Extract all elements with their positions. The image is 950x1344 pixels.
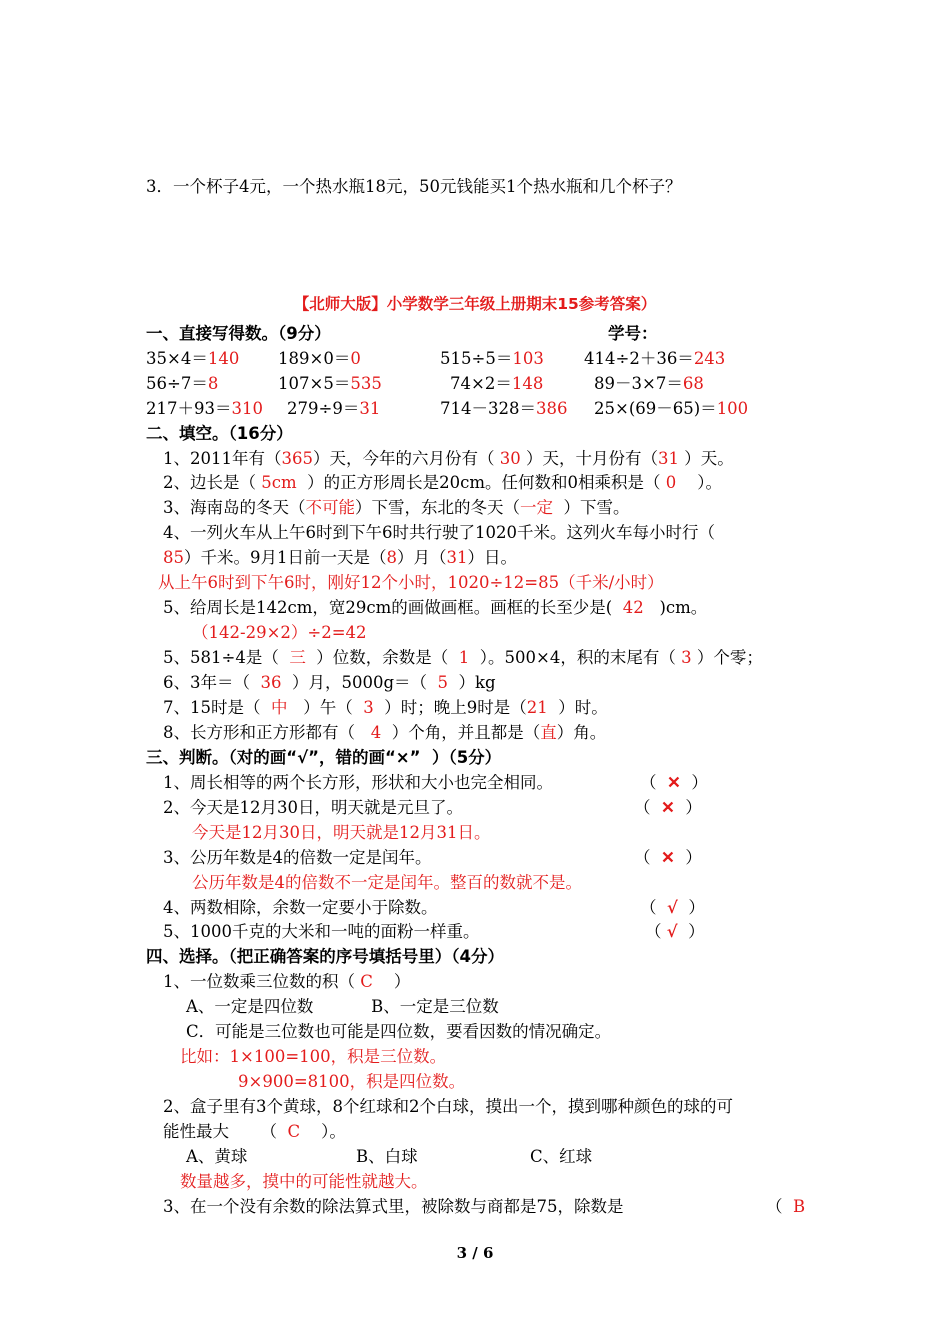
calc-cell: 515÷5＝103 [440,349,544,368]
fill-4-note: 从上午6时到下午6时，刚好12个小时，1020÷12=85（千米/小时） [158,573,664,592]
judge-1: 1、周长相等的两个长方形，形状和大小也完全相同。 [163,773,553,792]
xuehao-label: 学号： [608,324,658,343]
choice-1-options-ab: A、一定是四位数 B、一定是三位数 [186,997,499,1016]
judge-4-answer: （ √ ） [640,898,705,917]
choice-1-note-1: 比如：1×100=100，积是三位数。 [180,1047,447,1066]
calc-cell: 25×(69－65)＝100 [594,399,749,418]
choice-1: 1、一位数乘三位数的积（ C ） [163,972,411,991]
fill-4-cont: 85）千米。9月1日前一天是（8）月（31）日。 [163,548,517,567]
judge-2-answer: （ ✕ ） [634,798,702,817]
fill-5-note: （142-29×2）÷2=42 [192,623,367,642]
fill-6: 5、581÷4是（ 三 ）位数，余数是（ 1 ）。500×4，积的末尾有（ 3 ）个零； [163,648,763,667]
fill-4: 4、一列火车从上午6时到下午6时共行驶了1020千米。这列火车每小时行（ [163,523,715,542]
judge-4: 4、两数相除，余数一定要小于除数。 [163,898,438,917]
judge-2-note: 今天是12月30日，明天就是12月31日。 [192,823,491,842]
calc-row-1: 35×4＝140 [146,349,240,368]
cross-icon: ✕ [661,798,675,817]
check-icon: √ [667,898,678,917]
answer-title: 【北师大版】小学数学三年级上册期末15参考答案） [293,295,657,313]
section-3-heading: 三、判断。（对的画“√”，错的画“×” ）（5分） [146,748,502,767]
calc-cell: 714－328＝386 [440,399,568,418]
fill-3: 3、海南岛的冬天（不可能）下雪，东北的冬天（一定 ）下雪。 [163,498,630,517]
section-1-heading: 一、直接写得数。（9分） [146,324,331,343]
judge-3: 3、公历年数是4的倍数一定是闰年。 [163,848,432,867]
check-icon: √ [666,922,678,941]
section-2-heading: 二、填空。（16分） [146,424,293,443]
cross-icon: ✕ [661,848,675,867]
fill-9: 8、长方形和正方形都有（ 4 ）个角，并且都是（直）角。 [163,723,607,742]
choice-2-option-b: B、白球 [356,1147,418,1166]
calc-cell: 74×2＝148 [450,374,544,393]
judge-3-answer: （ ✕ ） [634,848,702,867]
judge-5-answer: （ √ ） [645,922,705,941]
choice-1-option-c: C．可能是三位数也可能是四位数，要看因数的情况确定。 [186,1022,612,1041]
calc-row-2: 56÷7＝8 [146,374,219,393]
section-4-heading: 四、选择。（把正确答案的序号填括号里）（4分） [146,947,504,966]
fill-2: 2、边长是（ 5cm ）的正方形周长是20cm。任何数和0相乘积是（ 0 ）。 [163,473,722,492]
choice-2: 2、盒子里有3个黄球，8个红球和2个白球，摸出一个，摸到哪种颜色的球的可 [163,1097,733,1116]
calc-row-3: 217＋93＝310 [146,399,263,418]
judge-3-note: 公历年数是4的倍数不一定是闰年。整百的数就不是。 [192,873,582,892]
fill-1: 1、2011年有（365）天，今年的六月份有（ 30 ）天，十月份有（31 ）天。 [163,449,734,468]
calc-cell: 107×5＝535 [278,374,382,393]
choice-3-answer: （ B [766,1197,806,1216]
choice-3: 3、在一个没有余数的除法算式里，被除数与商都是75，除数是 [163,1197,624,1216]
page-number: 3 / 6 [456,1244,494,1262]
choice-2-option-c: C、红球 [530,1147,593,1166]
choice-2-cont: 能性最大 （ C ）。 [163,1122,346,1141]
choice-2-option-a: A、黄球 [186,1147,248,1166]
judge-5: 5、1000千克的大米和一吨的面粉一样重。 [163,922,480,941]
calc-cell: 89－3×7＝68 [594,374,704,393]
fill-7: 6、3年＝（ 36 ）月，5000g＝（ 5 ）kg [163,673,496,692]
fill-5: 5、给周长是142cm，宽29cm的画做画框。画框的长至少是( 42 )cm。 [163,598,708,617]
calc-cell: 414÷2＋36＝243 [584,349,726,368]
fill-8: 7、15时是（ 中 ）午（ 3 ）时；晚上9时是（21 ）时。 [163,698,608,717]
choice-1-note-2: 9×900=8100，积是四位数。 [238,1072,466,1091]
choice-2-note: 数量越多，摸中的可能性就越大。 [180,1172,428,1191]
calc-cell: 279÷9＝31 [287,399,381,418]
judge-1-answer: （ ✕ ） [640,773,708,792]
judge-2: 2、今天是12月30日，明天就是元旦了。 [163,798,463,817]
calc-cell: 189×0＝0 [278,349,361,368]
cross-icon: ✕ [667,773,681,792]
question-3: 3．一个杯子4元，一个热水瓶18元，50元钱能买1个热水瓶和几个杯子？ [146,177,682,196]
